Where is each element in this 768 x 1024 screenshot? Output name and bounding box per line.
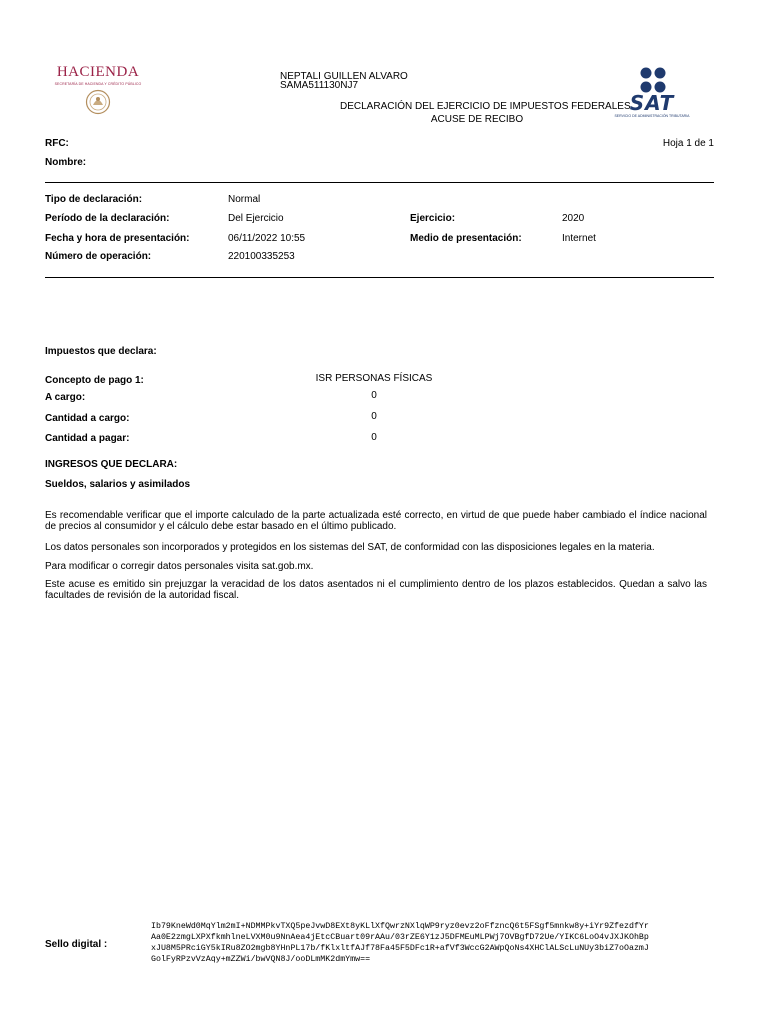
periodo-value: Del Ejercicio bbox=[228, 213, 284, 224]
periodo-label: Período de la declaración: bbox=[45, 213, 170, 224]
sello-line: Ib79KneWd0MqYlm2mI+NDMMPkvTXQ5peJvwD8EXt8yKLlXfQwrzNXlqWP9ryz0evz2oFfzncQ6t5FSgf5mnkw8y+iYr9ZfezdfYr bbox=[151, 922, 649, 931]
name-label: Nombre: bbox=[45, 157, 87, 168]
fecha-label: Fecha y hora de presentación: bbox=[45, 233, 190, 244]
taxpayer-rfc: SAMA511130NJ7 bbox=[280, 80, 359, 91]
taxpayer-name: NEPTALI GUILLEN ALVARO bbox=[280, 71, 408, 82]
note-datos-personales: Los datos personales son incorporados y protegidos en los sistemas del SAT, de conformidad con las disposiciones legales en la materia. bbox=[45, 542, 655, 553]
hacienda-logo-subtitle: SECRETARÍA DE HACIENDA Y CRÉDITO PÚBLICO bbox=[54, 82, 142, 86]
ingresos-label: INGRESOS QUE DECLARA: bbox=[45, 459, 178, 470]
ejercicio-value: 2020 bbox=[562, 213, 585, 224]
cantidad-cargo-label: Cantidad a cargo: bbox=[45, 413, 130, 424]
cantidad-cargo-value: 0 bbox=[371, 411, 377, 422]
sello-digital-value bbox=[151, 921, 649, 965]
medio-label: Medio de presentación: bbox=[410, 233, 522, 244]
rfc-label: RFC: bbox=[45, 138, 69, 149]
medio-value: Internet bbox=[562, 233, 596, 244]
note-recalculo: Es recomendable verificar que el importe calculado de la parte actualizada esté correcto, en virtud de que puede haber cambiado el índice nacional de precios al consumidor y el cálculo debe estar basado en el último publicado. bbox=[45, 510, 707, 532]
document-title: DECLARACIÓN DEL EJERCICIO DE IMPUESTOS FEDERALES bbox=[340, 101, 631, 112]
sat-logo bbox=[602, 63, 702, 121]
national-seal-icon bbox=[85, 89, 111, 115]
numero-label: Número de operación: bbox=[45, 251, 152, 262]
sello-line: Aa0E2zmgLXPXfkmhlneLVXM0u9NnAea4jEtcCBuart09rAAu/03rZE6Y1zJ5DFMEuMLPWj7OVBgfD72Ue/YIKC6LoO4vJXJKOhBp bbox=[151, 933, 649, 942]
document-subtitle: ACUSE DE RECIBO bbox=[430, 114, 524, 125]
concepto-label: Concepto de pago 1: bbox=[45, 375, 144, 386]
fecha-value: 06/11/2022 10:55 bbox=[228, 233, 306, 244]
impuestos-label: Impuestos que declara: bbox=[45, 346, 157, 357]
cantidad-pagar-value: 0 bbox=[371, 432, 377, 443]
ejercicio-label: Ejercicio: bbox=[410, 213, 456, 224]
concepto-value: ISR PERSONAS FÍSICAS bbox=[315, 373, 433, 384]
tipo-value: Normal bbox=[228, 194, 261, 205]
hacienda-logo bbox=[48, 64, 148, 122]
note-acuse: Este acuse es emitido sin prejuzgar la veracidad de los datos asentados ni el cumplimiento dentro de los plazos establecidos. Quedan a salvo las facultades de revisión de la autoridad fiscal. bbox=[45, 579, 707, 601]
numero-value: 220100335253 bbox=[228, 251, 295, 262]
a-cargo-value: 0 bbox=[371, 390, 377, 401]
sueldos-label: Sueldos, salarios y asimilados bbox=[45, 479, 191, 490]
a-cargo-label: A cargo: bbox=[45, 392, 86, 403]
page-indicator: Hoja 1 de 1 bbox=[662, 138, 714, 149]
tipo-label: Tipo de declaración: bbox=[45, 194, 143, 205]
cantidad-pagar-label: Cantidad a pagar: bbox=[45, 433, 130, 444]
sat-logo-text: SAT bbox=[629, 91, 675, 115]
divider-bottom bbox=[45, 277, 714, 278]
divider-top bbox=[45, 182, 714, 183]
sello-digital-label: Sello digital : bbox=[45, 939, 108, 950]
hacienda-logo-text: HACIENDA bbox=[56, 64, 140, 80]
note-modificar-datos: Para modificar o corregir datos personales visita sat.gob.mx. bbox=[45, 561, 314, 572]
sello-line: GolFyRPzvVzAqy+mZZWi/bwVQN8J/ooDLmMK2dmYmw== bbox=[151, 955, 371, 964]
sat-logo-subtitle: SERVICIO DE ADMINISTRACIÓN TRIBUTARIA bbox=[614, 114, 690, 118]
sello-line: xJU8M5PRciGY5kIRu8ZO2mgb8YHnPL17b/fKlxltfAJf78Fa45F5DFc1R+afVf3WccG2AWpQoNs4XHClALScLuNUy3biZ7oOazmJ bbox=[151, 944, 649, 953]
